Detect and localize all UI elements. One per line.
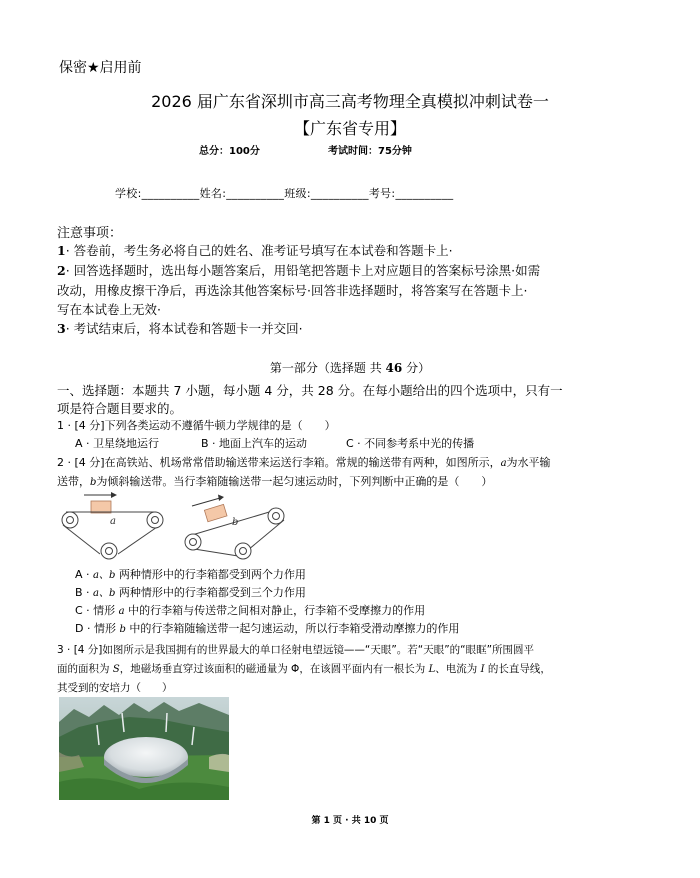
question-1-option-b[interactable]: B · 地面上汽车的运动 [201, 437, 308, 450]
conveyor-diagram-a [58, 490, 168, 562]
conveyor-diagram-b [180, 490, 290, 562]
question-2-option-a[interactable]: A · a、b 两种情形中的行李箱都受到两个力作用 [75, 568, 306, 581]
question-3-stem: 3 · [4 分]如图所示是我国拥有的世界最大的单口径射电望远镜——“天眼”。若“天眼”的“眼眶”所围圆平 [57, 644, 535, 656]
question-1-option-a[interactable]: A · 卫星绕地运行 [75, 437, 160, 450]
part-heading: 第一部分（选择题 共 46 分） [269, 361, 431, 375]
class-blank[interactable]: __________ [310, 187, 369, 200]
name-label: 姓名: [199, 187, 227, 200]
note-item: 3· 考试结束后，将本试卷和答题卡一并交回· [57, 321, 303, 336]
class-label: 班级: [284, 187, 311, 200]
note-item: 写在本试卷上无效· [57, 302, 161, 317]
question-1-stem: 1 · [4 分]下列各类运动不遵循牛顿力学规律的是（ ） [57, 419, 336, 432]
exam-time: 考试时间：75分钟 [328, 146, 412, 157]
note-item: 改动，用橡皮擦干净后，再选涂其他答案标号·回答非选择题时，将答案写在答题卡上· [57, 283, 528, 298]
page-subtitle: 【广东省专用】 [293, 119, 406, 138]
notes-title: 注意事项： [57, 226, 123, 241]
question-2-option-d[interactable]: D · 情形 b 中的行李箱随输送带一起匀速运动，所以行李箱受滑动摩擦力的作用 [75, 622, 460, 635]
fast-telescope-photo [59, 697, 229, 800]
section-instructions-cont: 项是符合题目要求的。 [57, 401, 183, 416]
confidential-label: 保密★启用前 [59, 60, 142, 76]
exam-no-label: 考号: [368, 187, 396, 200]
school-label: 学校: [115, 187, 142, 200]
total-score: 总分：100分 [199, 146, 260, 157]
question-2-stem-cont: 送带，b为倾斜输送带。当行李箱随输送带一起匀速运动时，下列判断中正确的是（ ） [57, 475, 493, 488]
page-title: 2026 届广东省深圳市高三高考物理全真模拟冲刺试卷一 [151, 92, 549, 111]
question-3-stem-cont: 面的面积为 S，地磁场垂直穿过该面积的磁通量为 Φ，在该圆平面内有一根长为 L、电流为 I 的长直导线， [57, 663, 551, 675]
question-2-option-b[interactable]: B · a、b 两种情形中的行李箱都受到三个力作用 [75, 586, 306, 599]
exam-no-blank[interactable]: __________ [395, 187, 454, 200]
student-info-line [115, 185, 453, 201]
question-2-option-c[interactable]: C · 情形 a 中的行李箱与传送带之间相对静止，行李箱不受摩擦力的作用 [75, 604, 426, 617]
question-1-option-c[interactable]: C · 不同参考系中光的传播 [346, 437, 475, 450]
svg-text:b: b [232, 517, 239, 528]
note-item: 1· 答卷前，考生务必将自己的姓名、准考证号填写在本试卷和答题卡上· [57, 243, 453, 258]
question-3-stem-end: 其受到的安培力（ ） [57, 682, 173, 694]
section-instructions: 一、选择题：本题共 7 小题，每小题 4 分，共 28 分。在每小题给出的四个选项中，只有一 [57, 383, 563, 398]
note-item: 2· 回答选择题时，选出每小题答案后，用铅笔把答题卡上对应题目的答案标号涂黑·如需 [57, 263, 541, 278]
name-blank[interactable]: __________ [226, 187, 285, 200]
page-footer: 第 1 页 · 共 10 页 [311, 816, 389, 826]
svg-text:a: a [110, 516, 116, 527]
school-blank[interactable]: __________ [141, 187, 200, 200]
question-2-stem: 2 · [4 分]在高铁站、机场常常借助输送带来运送行李箱。常规的输送带有两种，如图所示，a为水平输 [57, 456, 551, 469]
